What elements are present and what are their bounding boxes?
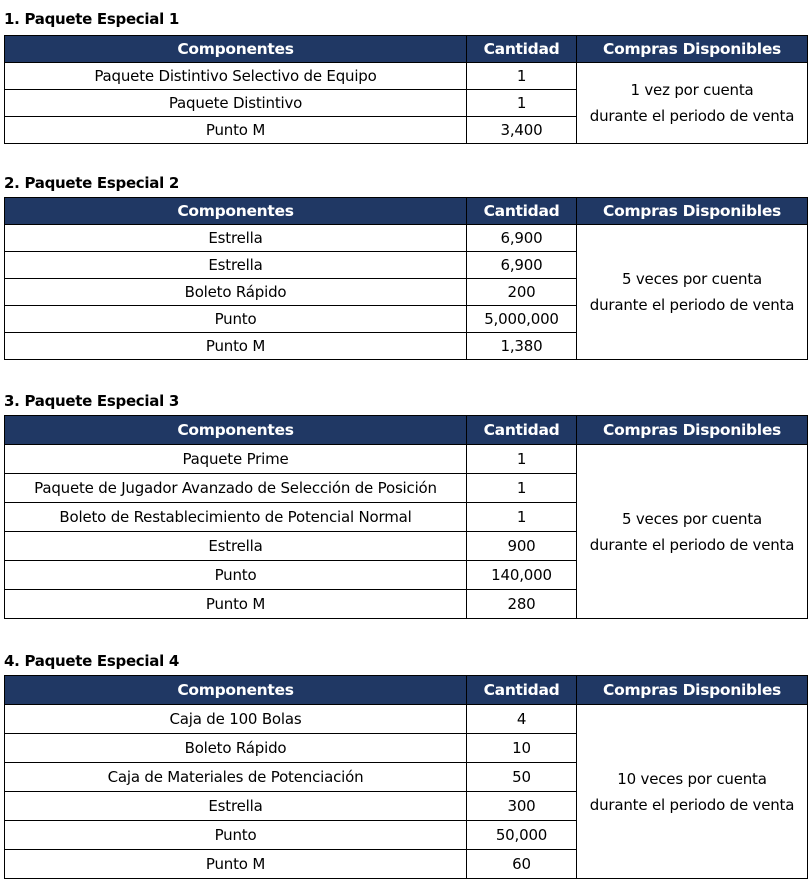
quantity-cell: 200 [467,279,577,306]
availability-line-2: durante el periodo de venta [589,535,795,554]
quantity-cell: 6,900 [467,252,577,279]
component-cell: Paquete Prime [5,445,467,474]
table-header-row [5,416,808,445]
table-header-row [5,676,808,705]
availability-cell [577,445,808,619]
component-cell: Estrella [5,225,467,252]
availability-line-1: 5 veces por cuenta [621,270,763,288]
header-components: Componentes [5,198,467,225]
package-1-title: 1. Paquete Especial 1 [4,10,179,28]
component-cell: Paquete Distintivo Selectivo de Equipo [5,63,467,90]
availability-line-2: durante el periodo de venta [589,296,795,314]
header-components: Componentes [5,36,467,63]
package-4-table [4,675,808,879]
quantity-cell: 60 [467,850,577,879]
package-1-table [4,35,808,144]
quantity-cell: 3,400 [467,117,577,144]
component-cell: Punto M [5,850,467,879]
component-cell: Caja de Materiales de Potenciación [5,763,467,792]
quantity-cell: 140,000 [467,561,577,590]
package-4-title: 4. Paquete Especial 4 [4,652,179,670]
availability-line-1: 10 veces por cuenta [617,769,767,788]
component-cell: Punto [5,561,467,590]
quantity-cell: 5,000,000 [467,306,577,333]
component-cell: Boleto Rápido [5,734,467,763]
quantity-cell: 6,900 [467,225,577,252]
header-quantity: Cantidad [467,416,577,445]
package-3-table [4,415,808,619]
component-cell: Punto M [5,590,467,619]
quantity-cell: 900 [467,532,577,561]
header-quantity: Cantidad [467,36,577,63]
availability-cell [577,705,808,879]
table-header-row [5,36,808,63]
table-row [5,225,808,252]
component-cell: Punto [5,821,467,850]
availability-line-1: 5 veces por cuenta [621,509,763,528]
component-cell: Punto M [5,117,467,144]
header-components: Componentes [5,676,467,705]
availability-line-2: durante el periodo de venta [589,795,795,814]
component-cell: Estrella [5,792,467,821]
quantity-cell: 10 [467,734,577,763]
quantity-cell: 1 [467,474,577,503]
quantity-cell: 50 [467,763,577,792]
quantity-cell: 4 [467,705,577,734]
availability-line-2: durante el periodo de venta [589,107,795,125]
table-row [5,705,808,734]
component-cell: Paquete Distintivo [5,90,467,117]
component-cell: Punto M [5,333,467,360]
quantity-cell: 50,000 [467,821,577,850]
quantity-cell: 1,380 [467,333,577,360]
table-row [5,445,808,474]
quantity-cell: 280 [467,590,577,619]
component-cell: Punto [5,306,467,333]
component-cell: Paquete de Jugador Avanzado de Selección de Posición [5,474,467,503]
availability-cell [577,225,808,360]
table-row [5,63,808,90]
header-components: Componentes [5,416,467,445]
header-purchases: Compras Disponibles [577,198,808,225]
header-quantity: Cantidad [467,676,577,705]
component-cell: Boleto Rápido [5,279,467,306]
package-3-title: 3. Paquete Especial 3 [4,392,179,410]
header-purchases: Compras Disponibles [577,36,808,63]
availability-cell [577,63,808,144]
quantity-cell: 1 [467,90,577,117]
availability-line-1: 1 vez por cuenta [630,81,754,99]
component-cell: Caja de 100 Bolas [5,705,467,734]
quantity-cell: 1 [467,503,577,532]
header-quantity: Cantidad [467,198,577,225]
component-cell: Boleto de Restablecimiento de Potencial Normal [5,503,467,532]
quantity-cell: 1 [467,63,577,90]
header-purchases: Compras Disponibles [577,416,808,445]
quantity-cell: 300 [467,792,577,821]
component-cell: Estrella [5,252,467,279]
component-cell: Estrella [5,532,467,561]
table-header-row [5,198,808,225]
quantity-cell: 1 [467,445,577,474]
package-2-title: 2. Paquete Especial 2 [4,174,179,192]
package-2-table [4,197,808,360]
header-purchases: Compras Disponibles [577,676,808,705]
